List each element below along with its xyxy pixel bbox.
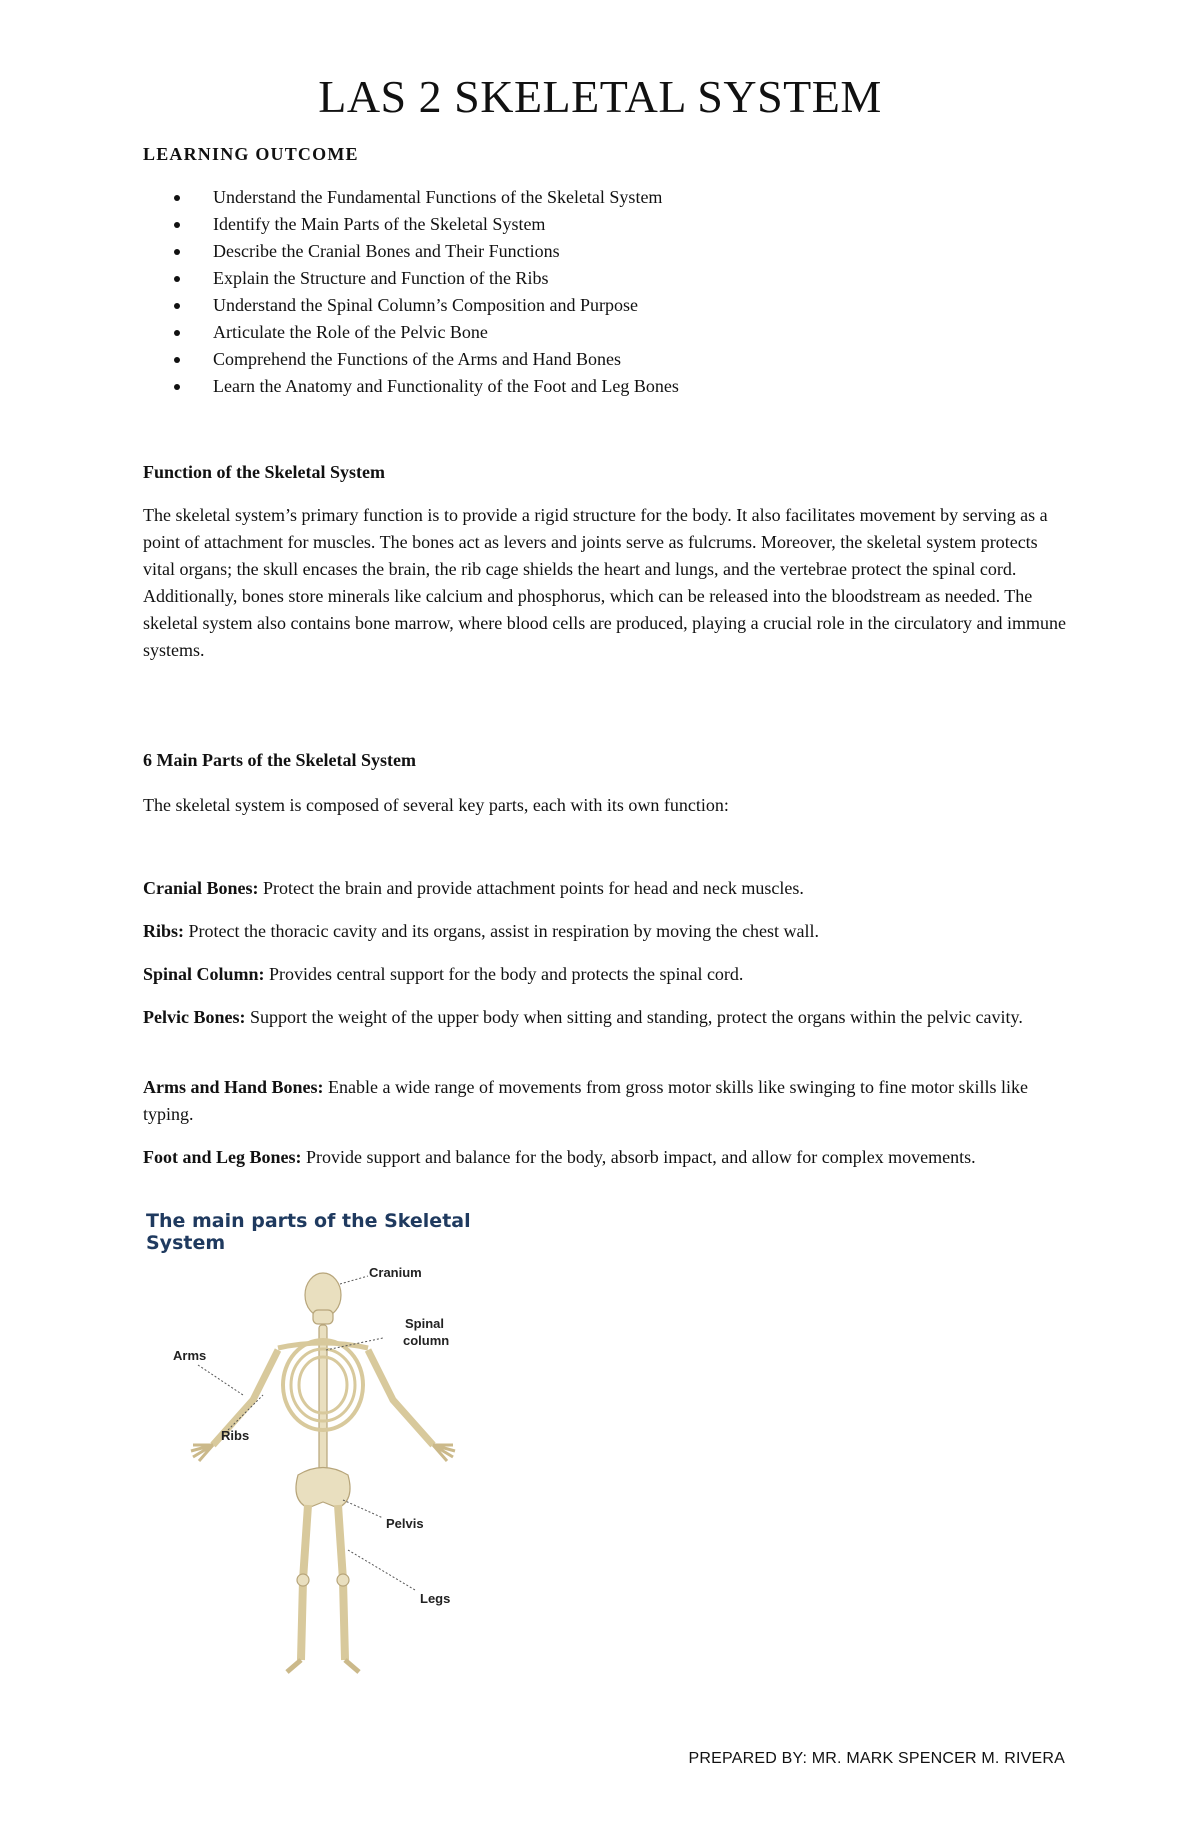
label-column: column [403,1333,450,1348]
function-paragraph: The skeletal system’s primary function is to provide a rigid structure for the body. It also facilitates movement by serving as a point of attachment for muscles. The bones act as levers and joints serve as fulcrums. Moreover, the skeletal system protects vital organs; the skull encases the brain, the rib cage shields the heart and lungs, and the vertebrae protect the spinal cord. Additionally, bones store minerals like calcium and phosphorus, which can be released into the bloodstream as needed. The skeletal system also contains bone marrow, where blood cells are produced, playing a crucial role in the circulatory and immune systems. [143,505,1067,660]
part-spinal-column [143,961,1073,988]
part-description: Support the weight of the upper body when sitting and standing, protect the organs within the pelvic cavity. [245,1007,1023,1027]
part-description: Enable a wide range of movements from gross motor skills like swinging to fine motor skills like typing. [143,1077,1028,1124]
part-description: Provides central support for the body and protects the spinal cord. [264,964,744,984]
learning-outcomes-list [170,184,679,400]
part-description: Protect the brain and provide attachment points for head and neck muscles. [258,878,804,898]
skeleton-figure [143,1210,543,1680]
function-heading: Function of the Skeletal System [143,462,385,482]
figure-title: The main parts of the Skeletal System [146,1210,471,1254]
page-title: LAS 2 SKELETAL SYSTEM [318,71,882,122]
part-term: Spinal Column: [143,964,265,984]
part-description: Provide support and balance for the body, absorb impact, and allow for complex movements. [301,1147,976,1167]
list-item: Learn the Anatomy and Functionality of the Foot and Leg Bones [170,373,679,400]
part-pelvic-bones [143,1004,1073,1031]
list-item: Understand the Fundamental Functions of the Skeletal System [170,184,679,211]
list-item: Identify the Main Parts of the Skeletal System [170,211,679,238]
part-term: Arms and Hand Bones: [143,1077,324,1097]
label-ribs: Ribs [221,1428,250,1443]
list-item: Comprehend the Functions of the Arms and Hand Bones [170,346,679,373]
learning-outcome-heading: LEARNING OUTCOME [143,144,359,164]
part-term: Foot and Leg Bones: [143,1147,302,1167]
skeleton-illustration [143,1210,543,1680]
part-arms-hand-bones [143,1074,1073,1128]
list-item: Articulate the Role of the Pelvic Bone [170,319,679,346]
parts-intro: The skeletal system is composed of several key parts, each with its own function: [143,795,729,815]
part-foot-leg-bones [143,1144,1073,1171]
list-item: Understand the Spinal Column’s Composition and Purpose [170,292,679,319]
list-item: Explain the Structure and Function of the Ribs [170,265,679,292]
parts-heading: 6 Main Parts of the Skeletal System [143,750,416,770]
list-item: Describe the Cranial Bones and Their Functions [170,238,679,265]
label-pelvis: Pelvis [386,1516,424,1531]
part-ribs [143,918,1073,945]
part-cranial-bones [143,875,1073,902]
label-arms: Arms [173,1348,207,1363]
label-legs: Legs [420,1591,451,1606]
part-term: Ribs: [143,921,185,941]
part-description: Protect the thoracic cavity and its organs, assist in respiration by moving the chest wall. [184,921,820,941]
part-term: Cranial Bones: [143,878,259,898]
label-cranium: Cranium [369,1265,422,1280]
part-term: Pelvic Bones: [143,1007,246,1027]
label-spinal: Spinal [405,1316,445,1331]
footer-prepared-by: PREPARED BY: MR. MARK SPENCER M. RIVERA [688,1750,1065,1767]
